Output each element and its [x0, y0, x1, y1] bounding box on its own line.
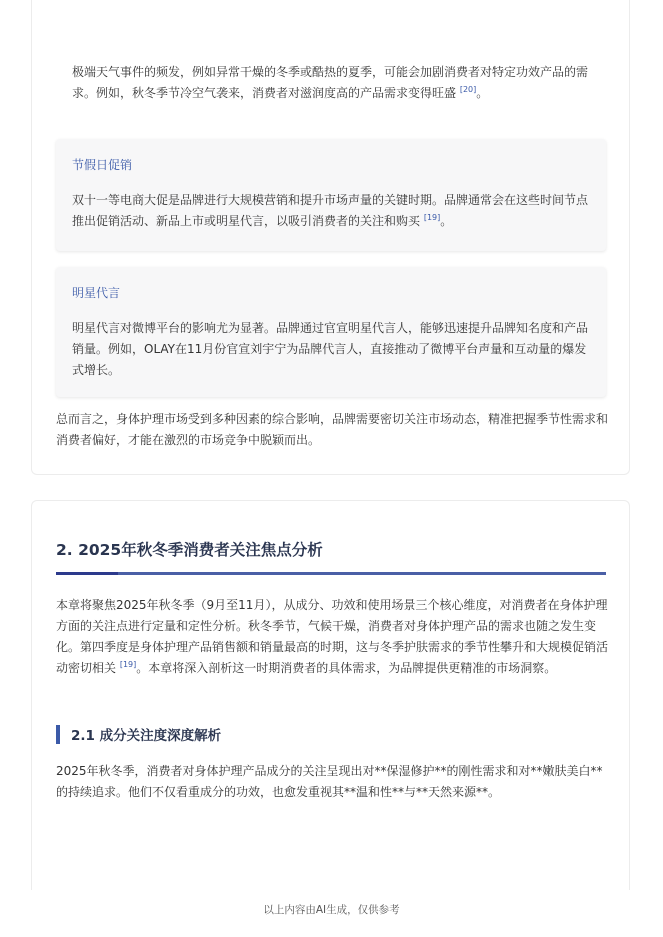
- ai-disclaimer: 以上内容由AI生成，仅供参考: [263, 904, 400, 916]
- holiday-promo-box: [56, 139, 606, 251]
- citation-link[interactable]: [19]: [119, 660, 137, 669]
- box-text-end: 。: [440, 214, 453, 228]
- section-title-rule-accent: [56, 572, 118, 575]
- box-text: [72, 190, 592, 232]
- citation-link[interactable]: [20]: [459, 85, 477, 94]
- section-intro-text: 本章将聚焦2025年秋冬季（9月至11月），从成分、功效和使用场景三个核心维度，对消费者在身体护理方面的关注点进行定量和定性分析。秋冬季节，气候干燥，消费者对身体护理产品的需求也随之发生变化。第四季度是身体护理产品销售额和销量最高的时期，这与冬季护肤需求的季节性攀升和大规模促销活动密切相关: [56, 598, 609, 675]
- section-title: 2. 2025年秋冬季消费者关注焦点分析: [56, 541, 323, 559]
- subsection-paragraph: 2025年秋冬季，消费者对身体护理产品成分的关注呈现出对**保湿修护**的刚性需求和对**嫩肤美白**的持续追求。他们不仅看重成分的功效，也愈发重视其**温和性**与**天然来源**。: [56, 764, 603, 799]
- weather-text-end: 。: [476, 86, 489, 100]
- weather-paragraph: [72, 62, 592, 104]
- box-title: 明星代言: [72, 286, 121, 300]
- subsection-title: 2.1 成分关注度深度解析: [71, 728, 222, 744]
- weather-text: 极端天气事件的频发，例如异常干燥的冬季或酷热的夏季，可能会加剧消费者对特定功效产品的需求。例如，秋冬季节冷空气袭来，消费者对滋润度高的产品需求变得旺盛: [72, 65, 589, 100]
- summary-paragraph: 总而言之，身体护理市场受到多种因素的综合影响，品牌需要密切关注市场动态，精准把握季节性需求和消费者偏好，才能在激烈的市场竞争中脱颖而出。: [56, 412, 609, 447]
- citation-link[interactable]: [19]: [423, 213, 441, 222]
- celebrity-endorsement-box: [56, 267, 606, 397]
- box-text-body: 双十一等电商大促是品牌进行大规模营销和提升市场声量的关键时期。品牌通常会在这些时间节点推出促销活动、新品上市或明星代言，以吸引消费者的关注和购买: [72, 193, 589, 228]
- subsection-bar: [56, 725, 60, 744]
- section-title-rule: [56, 572, 606, 575]
- box-text: 明星代言对微博平台的影响尤为显著。品牌通过官宣明星代言人，能够迅速提升品牌知名度和产品销量。例如，OLAY在11月份官宣刘宇宁为品牌代言人，直接推动了微博平台声量和互动量的爆发式增长。: [72, 321, 589, 377]
- box-title: 节假日促销: [72, 158, 133, 172]
- section-intro-end: 。本章将深入剖析这一时期消费者的具体需求，为品牌提供更精准的市场洞察。: [136, 661, 557, 675]
- section-intro-paragraph: [56, 595, 608, 679]
